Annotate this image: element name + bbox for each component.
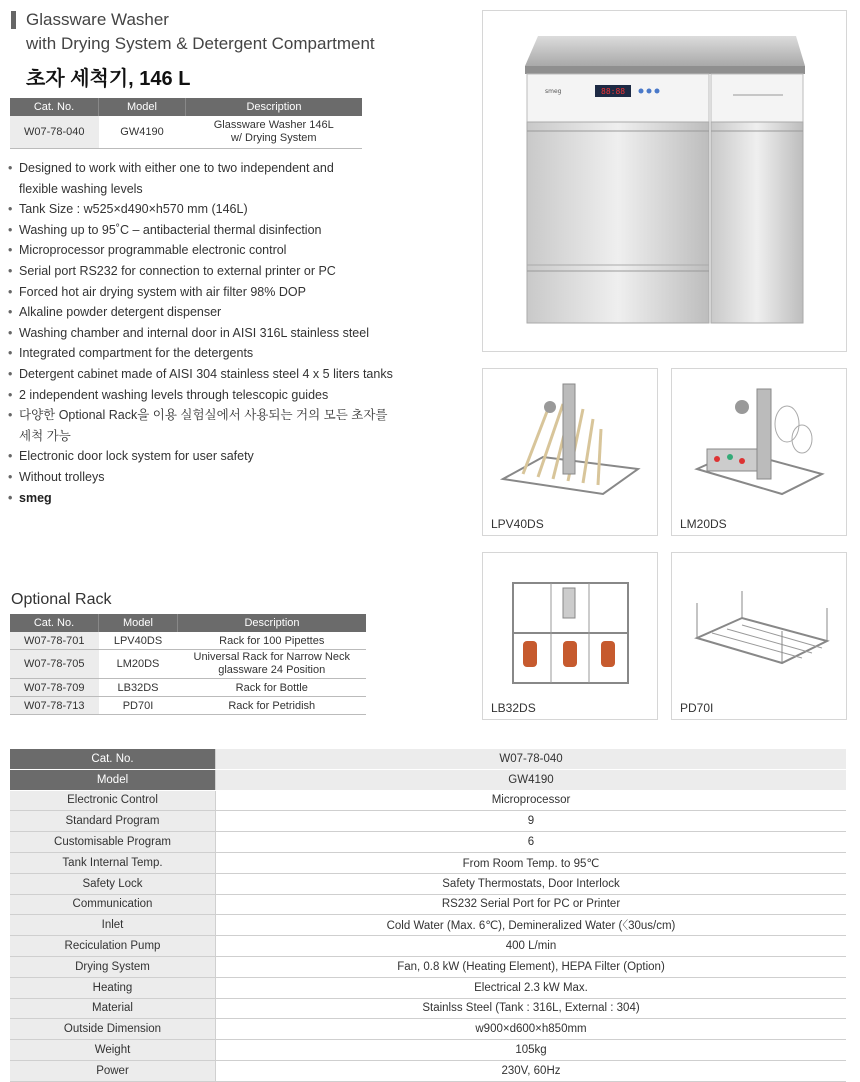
list-item: flexible washing levels <box>19 181 143 196</box>
spec-value: 105kg <box>216 1040 847 1061</box>
list-item: • Integrated compartment for the detergents <box>8 343 468 364</box>
spec-value: Electrical 2.3 kW Max. <box>216 977 847 998</box>
description-cell <box>186 116 363 149</box>
rack-caption: PD70I <box>680 701 714 715</box>
spec-label: Standard Program <box>10 811 216 832</box>
spec-row <box>10 811 846 832</box>
list-item: • Washing chamber and internal door in AISI 316L stainless steel <box>8 323 468 344</box>
washer-image <box>482 10 847 352</box>
cat-no-cell: W07-78-705 <box>10 650 99 679</box>
spec-label: Weight <box>10 1040 216 1061</box>
spec-row <box>10 1060 846 1081</box>
spec-value: Fan, 0.8 kW (Heating Element), HEPA Filter (Option) <box>216 956 847 977</box>
spec-value: Cold Water (Max. 6℃), Demineralized Water (〈30us/cm) <box>216 915 847 936</box>
col-cat-no: Cat. No. <box>10 98 99 116</box>
page-title: Glassware Washer <box>26 10 169 29</box>
table-row <box>10 697 366 715</box>
spec-row <box>10 749 846 769</box>
rack-caption: LB32DS <box>491 701 536 715</box>
optional-rack-table <box>10 614 366 715</box>
spec-label: Drying System <box>10 956 216 977</box>
table-row <box>10 632 366 650</box>
title-accent-bar <box>11 11 16 29</box>
spec-row <box>10 852 846 873</box>
spec-row <box>10 1019 846 1040</box>
list-item: • Detergent cabinet made of AISI 304 stainless steel 4 x 5 liters tanks <box>8 364 468 385</box>
spec-row <box>10 936 846 957</box>
rack-image-lpv40ds <box>482 368 658 536</box>
spec-value: GW4190 <box>216 769 847 790</box>
spec-row <box>10 894 846 915</box>
feature-list <box>8 158 468 508</box>
list-item: • 2 independent washing levels through telescopic guides <box>8 385 468 406</box>
petridish-rack-illustration <box>672 553 846 693</box>
page-title-korean: 초자 세척기, 146 L <box>26 68 191 90</box>
spec-value: 230V, 60Hz <box>216 1060 847 1081</box>
spec-value: Microprocessor <box>216 790 847 811</box>
list-item: • Forced hot air drying system with air filter 98% DOP <box>8 282 468 303</box>
spec-row <box>10 1040 846 1061</box>
list-item: 세척 가능 <box>19 428 71 443</box>
spec-label: Customisable Program <box>10 832 216 853</box>
description-line: Glassware Washer 146L <box>213 119 334 131</box>
spec-row <box>10 915 846 936</box>
spec-label: Reciculation Pump <box>10 936 216 957</box>
list-item: • Without trolleys <box>8 467 468 488</box>
list-item: • Washing up to 95˚C – antibacterial thermal disinfection <box>8 220 468 241</box>
cat-no-cell: W07-78-713 <box>10 697 99 715</box>
spec-row <box>10 873 846 894</box>
universal-rack-illustration <box>672 369 846 509</box>
spec-label: Material <box>10 998 216 1019</box>
description-cell: Rack for Petridish <box>178 697 367 715</box>
spec-row <box>10 832 846 853</box>
spec-label: Heating <box>10 977 216 998</box>
spec-label: Model <box>10 769 216 790</box>
page-subtitle: with Drying System & Detergent Compartment <box>26 34 375 53</box>
list-item: • Serial port RS232 for connection to external printer or PC <box>8 261 468 282</box>
model-cell: LB32DS <box>99 679 178 697</box>
spec-label: Communication <box>10 894 216 915</box>
pipette-rack-illustration <box>483 369 657 509</box>
spec-label: Tank Internal Temp. <box>10 852 216 873</box>
description-cell: Rack for 100 Pipettes <box>178 632 367 650</box>
spec-value: W07-78-040 <box>216 749 847 769</box>
table-row <box>10 679 366 697</box>
rack-image-lm20ds <box>671 368 847 536</box>
cat-no-cell: W07-78-709 <box>10 679 99 697</box>
rack-caption: LM20DS <box>680 517 727 531</box>
list-item: • Tank Size : w525×d490×h570 mm (146L) <box>8 199 468 220</box>
description-cell <box>178 650 367 679</box>
spec-row <box>10 790 846 811</box>
cat-no-cell: W07-78-040 <box>10 116 99 149</box>
spec-label: Power <box>10 1060 216 1081</box>
spec-value: w900×d600×h850mm <box>216 1019 847 1040</box>
bottle-rack-illustration <box>483 553 657 693</box>
col-description: Description <box>178 614 367 632</box>
description-cell: Rack for Bottle <box>178 679 367 697</box>
col-description: Description <box>186 98 363 116</box>
brand-item: • smeg <box>8 488 468 509</box>
panel-brand: smeg <box>545 88 562 95</box>
spec-value: RS232 Serial Port for PC or Printer <box>216 894 847 915</box>
spec-row <box>10 998 846 1019</box>
spec-label: Safety Lock <box>10 873 216 894</box>
description-line: Universal Rack for Narrow Neck <box>193 651 350 663</box>
list-item: • 다양한 Optional Rack을 이용 실험실에서 사용되는 거의 모든 초자를 <box>8 405 468 426</box>
table-row <box>10 650 366 679</box>
model-cell: LPV40DS <box>99 632 178 650</box>
cat-no-cell: W07-78-701 <box>10 632 99 650</box>
washer-illustration <box>483 11 846 351</box>
specification-table <box>10 749 846 1082</box>
rack-caption: LPV40DS <box>491 517 544 531</box>
spec-value: 9 <box>216 811 847 832</box>
model-cell: GW4190 <box>99 116 186 149</box>
spec-value: 6 <box>216 832 847 853</box>
spec-value: Stainlss Steel (Tank : 316L, External : 304) <box>216 998 847 1019</box>
spec-label: Inlet <box>10 915 216 936</box>
table-row <box>10 116 362 149</box>
list-item: • Microprocessor programmable electronic control <box>8 240 468 261</box>
panel-display: 88:88 <box>601 87 626 96</box>
spec-row <box>10 977 846 998</box>
list-item: • Designed to work with either one to two independent and <box>8 158 468 179</box>
spec-label: Cat. No. <box>10 749 216 769</box>
spec-label: Outside Dimension <box>10 1019 216 1040</box>
list-item: • Alkaline powder detergent dispenser <box>8 302 468 323</box>
col-cat-no: Cat. No. <box>10 614 99 632</box>
rack-image-lb32ds <box>482 552 658 720</box>
model-cell: LM20DS <box>99 650 178 679</box>
spec-row <box>10 769 846 790</box>
model-cell: PD70I <box>99 697 178 715</box>
spec-value: 400 L/min <box>216 936 847 957</box>
col-model: Model <box>99 614 178 632</box>
spec-label: Electronic Control <box>10 790 216 811</box>
optional-rack-title: Optional Rack <box>11 591 112 608</box>
list-item: • Electronic door lock system for user safety <box>8 446 468 467</box>
col-model: Model <box>99 98 186 116</box>
spec-value: Safety Thermostats, Door Interlock <box>216 873 847 894</box>
rack-image-pd70i <box>671 552 847 720</box>
description-line: glassware 24 Position <box>218 664 326 676</box>
product-table <box>10 98 362 149</box>
spec-row <box>10 956 846 977</box>
description-line: w/ Drying System <box>230 132 317 144</box>
spec-value: From Room Temp. to 95℃ <box>216 852 847 873</box>
